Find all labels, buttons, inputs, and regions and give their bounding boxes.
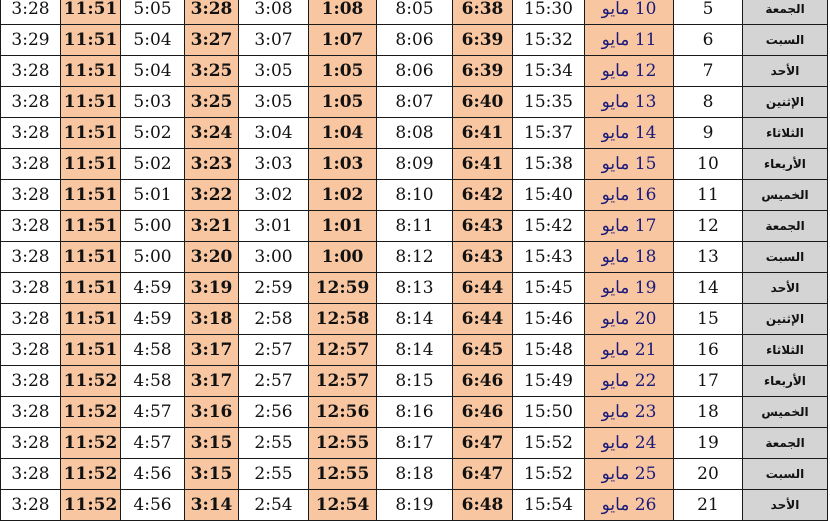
cell-sunrise: 8:11: [377, 211, 453, 242]
cell-sunrise: 8:19: [377, 490, 453, 521]
cell-sunrise: 8:12: [377, 242, 453, 273]
cell-dhuhr: 12:56: [309, 397, 377, 428]
cell-time: 15:37: [513, 118, 585, 149]
cell-isha: 4:58: [121, 366, 185, 397]
cell-num: 16: [674, 335, 743, 366]
cell-time: 15:40: [513, 180, 585, 211]
cell-date: 10 مايو: [585, 0, 674, 25]
cell-maghrib: 3:25: [185, 87, 239, 118]
cell-asr-hanafi: 3:28: [1, 242, 61, 273]
cell-fajr: 6:47: [453, 428, 513, 459]
cell-sunrise: 8:08: [377, 118, 453, 149]
cell-isha: 4:59: [121, 273, 185, 304]
cell-asr-hanafi: 3:28: [1, 397, 61, 428]
cell-sunrise: 8:06: [377, 56, 453, 87]
cell-midnight: 11:51: [61, 211, 121, 242]
cell-date: 11 مايو: [585, 25, 674, 56]
cell-maghrib: 3:25: [185, 56, 239, 87]
cell-asr: 2:55: [239, 459, 309, 490]
cell-fajr: 6:47: [453, 459, 513, 490]
cell-num: 6: [674, 25, 743, 56]
cell-sunrise: 8:05: [377, 0, 453, 25]
cell-isha: 5:05: [121, 0, 185, 25]
cell-dhuhr: 1:05: [309, 56, 377, 87]
cell-asr-hanafi: 3:28: [1, 335, 61, 366]
cell-num: 17: [674, 366, 743, 397]
cell-fajr: 6:48: [453, 490, 513, 521]
cell-date: 18 مايو: [585, 242, 674, 273]
cell-day: الإثنين: [743, 304, 828, 335]
cell-maghrib: 3:28: [185, 0, 239, 25]
cell-day: الأحد: [743, 273, 828, 304]
cell-isha: 4:57: [121, 428, 185, 459]
cell-isha: 5:04: [121, 56, 185, 87]
cell-date: 23 مايو: [585, 397, 674, 428]
cell-midnight: 11:51: [61, 56, 121, 87]
table-row: [1, 273, 828, 304]
cell-dhuhr: 12:57: [309, 335, 377, 366]
table-row: [1, 490, 828, 521]
cell-time: 15:50: [513, 397, 585, 428]
cell-asr-hanafi: 3:28: [1, 304, 61, 335]
table-row: [1, 25, 828, 56]
cell-maghrib: 3:27: [185, 25, 239, 56]
cell-isha: 4:56: [121, 459, 185, 490]
cell-fajr: 6:44: [453, 273, 513, 304]
cell-fajr: 6:42: [453, 180, 513, 211]
cell-maghrib: 3:14: [185, 490, 239, 521]
cell-midnight: 11:51: [61, 25, 121, 56]
cell-num: 5: [674, 0, 743, 25]
cell-midnight: 11:51: [61, 87, 121, 118]
cell-sunrise: 8:18: [377, 459, 453, 490]
cell-maghrib: 3:21: [185, 211, 239, 242]
cell-asr-hanafi: 3:28: [1, 87, 61, 118]
cell-midnight: 11:51: [61, 273, 121, 304]
table-row: [1, 335, 828, 366]
cell-date: 25 مايو: [585, 459, 674, 490]
cell-day: الأحد: [743, 490, 828, 521]
cell-asr-hanafi: 3:28: [1, 273, 61, 304]
cell-time: 15:54: [513, 490, 585, 521]
cell-isha: 5:00: [121, 242, 185, 273]
cell-maghrib: 3:24: [185, 118, 239, 149]
cell-midnight: 11:52: [61, 397, 121, 428]
cell-dhuhr: 12:59: [309, 273, 377, 304]
table-row: [1, 56, 828, 87]
cell-dhuhr: 1:05: [309, 87, 377, 118]
cell-day: الثلاثاء: [743, 118, 828, 149]
cell-asr: 3:07: [239, 25, 309, 56]
cell-dhuhr: 12:58: [309, 304, 377, 335]
cell-day: الجمعة: [743, 211, 828, 242]
cell-dhuhr: 1:03: [309, 149, 377, 180]
table-body: [1, 0, 828, 521]
cell-time: 15:49: [513, 366, 585, 397]
cell-num: 21: [674, 490, 743, 521]
cell-maghrib: 3:20: [185, 242, 239, 273]
cell-time: 15:38: [513, 149, 585, 180]
cell-date: 26 مايو: [585, 490, 674, 521]
table-row: [1, 211, 828, 242]
cell-num: 14: [674, 273, 743, 304]
cell-asr-hanafi: 3:28: [1, 149, 61, 180]
cell-time: 15:35: [513, 87, 585, 118]
table-row: [1, 459, 828, 490]
cell-fajr: 6:38: [453, 0, 513, 25]
cell-num: 19: [674, 428, 743, 459]
table-row: [1, 366, 828, 397]
cell-asr: 2:55: [239, 428, 309, 459]
cell-sunrise: 8:09: [377, 149, 453, 180]
cell-date: 12 مايو: [585, 56, 674, 87]
cell-sunrise: 8:06: [377, 25, 453, 56]
cell-fajr: 6:39: [453, 56, 513, 87]
cell-time: 15:48: [513, 335, 585, 366]
table-row: [1, 87, 828, 118]
cell-day: الجمعة: [743, 0, 828, 25]
cell-date: 19 مايو: [585, 273, 674, 304]
cell-num: 18: [674, 397, 743, 428]
cell-time: 15:30: [513, 0, 585, 25]
cell-isha: 4:59: [121, 304, 185, 335]
cell-sunrise: 8:14: [377, 335, 453, 366]
cell-date: 24 مايو: [585, 428, 674, 459]
cell-fajr: 6:46: [453, 397, 513, 428]
cell-isha: 5:00: [121, 211, 185, 242]
cell-day: الإثنين: [743, 87, 828, 118]
cell-num: 11: [674, 180, 743, 211]
cell-num: 12: [674, 211, 743, 242]
cell-date: 13 مايو: [585, 87, 674, 118]
cell-maghrib: 3:15: [185, 459, 239, 490]
table-row: [1, 397, 828, 428]
cell-day: السبت: [743, 459, 828, 490]
cell-asr: 3:05: [239, 87, 309, 118]
cell-maghrib: 3:18: [185, 304, 239, 335]
cell-num: 13: [674, 242, 743, 273]
cell-isha: 5:02: [121, 118, 185, 149]
cell-day: الأربعاء: [743, 149, 828, 180]
cell-day: الخميس: [743, 180, 828, 211]
cell-fajr: 6:44: [453, 304, 513, 335]
cell-asr: 2:58: [239, 304, 309, 335]
cell-asr-hanafi: 3:28: [1, 459, 61, 490]
cell-sunrise: 8:13: [377, 273, 453, 304]
cell-fajr: 6:45: [453, 335, 513, 366]
cell-dhuhr: 12:55: [309, 428, 377, 459]
cell-time: 15:46: [513, 304, 585, 335]
cell-maghrib: 3:17: [185, 335, 239, 366]
cell-date: 21 مايو: [585, 335, 674, 366]
cell-time: 15:45: [513, 273, 585, 304]
table-row: [1, 180, 828, 211]
cell-asr-hanafi: 3:28: [1, 428, 61, 459]
cell-maghrib: 3:17: [185, 366, 239, 397]
cell-dhuhr: 12:55: [309, 459, 377, 490]
table-row: [1, 0, 828, 25]
cell-isha: 5:01: [121, 180, 185, 211]
cell-dhuhr: 1:02: [309, 180, 377, 211]
cell-midnight: 11:52: [61, 459, 121, 490]
cell-midnight: 11:52: [61, 366, 121, 397]
cell-asr-hanafi: 3:28: [1, 118, 61, 149]
table-row: [1, 118, 828, 149]
cell-fajr: 6:40: [453, 87, 513, 118]
cell-maghrib: 3:19: [185, 273, 239, 304]
cell-isha: 4:56: [121, 490, 185, 521]
cell-isha: 5:02: [121, 149, 185, 180]
cell-midnight: 11:51: [61, 0, 121, 25]
cell-time: 15:52: [513, 459, 585, 490]
cell-midnight: 11:51: [61, 304, 121, 335]
cell-midnight: 11:52: [61, 428, 121, 459]
cell-midnight: 11:51: [61, 335, 121, 366]
cell-asr: 2:57: [239, 335, 309, 366]
cell-fajr: 6:43: [453, 211, 513, 242]
table-row: [1, 149, 828, 180]
cell-asr-hanafi: 3:28: [1, 366, 61, 397]
cell-sunrise: 8:07: [377, 87, 453, 118]
cell-fajr: 6:43: [453, 242, 513, 273]
cell-day: الجمعة: [743, 428, 828, 459]
cell-isha: 4:57: [121, 397, 185, 428]
cell-asr: 2:54: [239, 490, 309, 521]
cell-sunrise: 8:16: [377, 397, 453, 428]
cell-day: السبت: [743, 25, 828, 56]
cell-fajr: 6:46: [453, 366, 513, 397]
cell-date: 17 مايو: [585, 211, 674, 242]
cell-date: 14 مايو: [585, 118, 674, 149]
cell-time: 15:34: [513, 56, 585, 87]
cell-fajr: 6:39: [453, 25, 513, 56]
cell-date: 15 مايو: [585, 149, 674, 180]
cell-midnight: 11:51: [61, 149, 121, 180]
cell-date: 20 مايو: [585, 304, 674, 335]
cell-isha: 5:03: [121, 87, 185, 118]
cell-date: 16 مايو: [585, 180, 674, 211]
cell-num: 15: [674, 304, 743, 335]
cell-day: الأحد: [743, 56, 828, 87]
cell-dhuhr: 12:54: [309, 490, 377, 521]
cell-dhuhr: 1:08: [309, 0, 377, 25]
cell-dhuhr: 1:00: [309, 242, 377, 273]
cell-midnight: 11:52: [61, 490, 121, 521]
cell-num: 20: [674, 459, 743, 490]
cell-asr: 3:02: [239, 180, 309, 211]
cell-num: 9: [674, 118, 743, 149]
cell-asr: 2:56: [239, 397, 309, 428]
cell-asr-hanafi: 3:28: [1, 180, 61, 211]
cell-day: الخميس: [743, 397, 828, 428]
cell-midnight: 11:51: [61, 242, 121, 273]
cell-time: 15:42: [513, 211, 585, 242]
cell-asr: 3:01: [239, 211, 309, 242]
cell-date: 22 مايو: [585, 366, 674, 397]
cell-maghrib: 3:22: [185, 180, 239, 211]
cell-day: الثلاثاء: [743, 335, 828, 366]
cell-asr-hanafi: 3:28: [1, 211, 61, 242]
cell-day: السبت: [743, 242, 828, 273]
cell-sunrise: 8:15: [377, 366, 453, 397]
cell-asr: 3:08: [239, 0, 309, 25]
cell-maghrib: 3:15: [185, 428, 239, 459]
cell-isha: 4:58: [121, 335, 185, 366]
table-row: [1, 428, 828, 459]
cell-time: 15:52: [513, 428, 585, 459]
cell-asr-hanafi: 3:29: [1, 25, 61, 56]
cell-num: 10: [674, 149, 743, 180]
cell-asr: 3:05: [239, 56, 309, 87]
cell-isha: 5:04: [121, 25, 185, 56]
cell-maghrib: 3:23: [185, 149, 239, 180]
cell-asr: 3:03: [239, 149, 309, 180]
cell-fajr: 6:41: [453, 149, 513, 180]
cell-maghrib: 3:16: [185, 397, 239, 428]
cell-asr-hanafi: 3:28: [1, 490, 61, 521]
cell-day: الأربعاء: [743, 366, 828, 397]
cell-fajr: 6:41: [453, 118, 513, 149]
cell-dhuhr: 1:01: [309, 211, 377, 242]
cell-asr: 2:57: [239, 366, 309, 397]
cell-dhuhr: 1:07: [309, 25, 377, 56]
cell-time: 15:32: [513, 25, 585, 56]
table-row: [1, 304, 828, 335]
cell-dhuhr: 1:04: [309, 118, 377, 149]
cell-time: 15:43: [513, 242, 585, 273]
table-row: [1, 242, 828, 273]
cell-sunrise: 8:17: [377, 428, 453, 459]
cell-midnight: 11:51: [61, 180, 121, 211]
cell-asr: 3:04: [239, 118, 309, 149]
cell-asr: 2:59: [239, 273, 309, 304]
cell-asr: 3:00: [239, 242, 309, 273]
cell-asr-hanafi: 3:28: [1, 56, 61, 87]
cell-sunrise: 8:10: [377, 180, 453, 211]
cell-sunrise: 8:14: [377, 304, 453, 335]
cell-midnight: 11:51: [61, 118, 121, 149]
cell-num: 8: [674, 87, 743, 118]
cell-dhuhr: 12:57: [309, 366, 377, 397]
cell-asr-hanafi: 3:28: [1, 0, 61, 25]
cell-num: 7: [674, 56, 743, 87]
